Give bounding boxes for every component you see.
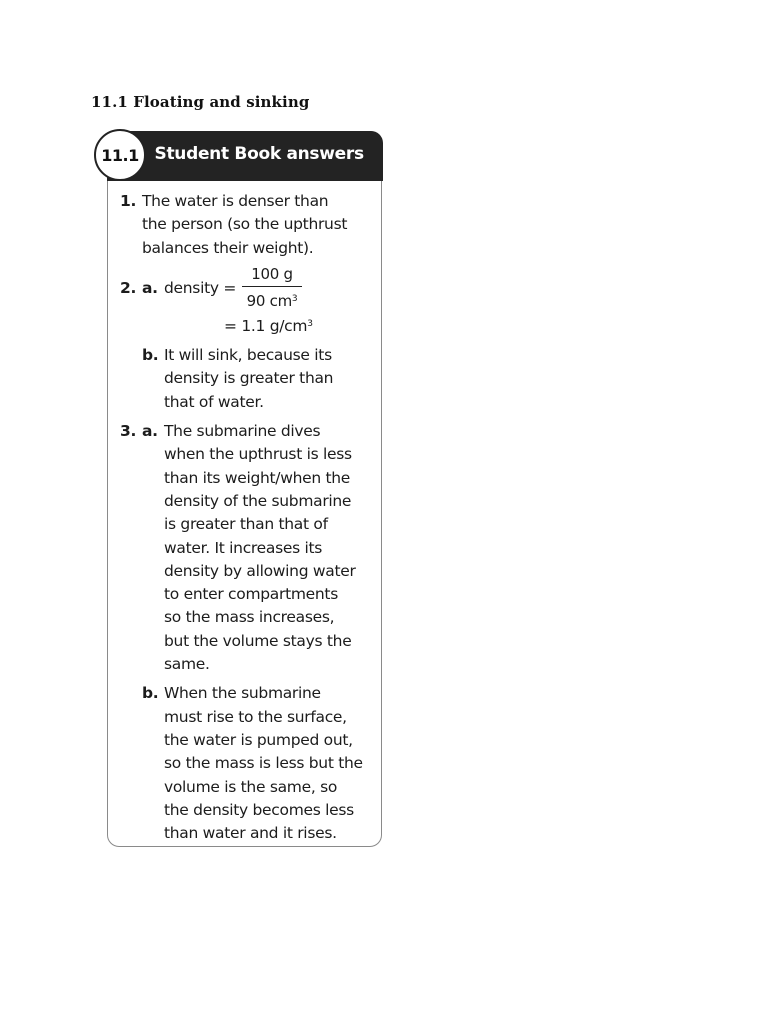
answer-3b-line: the density becomes less [164,800,354,819]
answer-3a-line: than its weight/when the [164,468,351,487]
answer-3a-line: The submarine dives [164,422,321,441]
answers-body [120,190,375,845]
answer-2a [120,263,375,313]
answer-3b-line: must rise to the surface, [164,707,347,726]
answer-2b-label: b. [142,346,159,365]
section-number-badge: 11.1 [94,129,146,181]
answer-3a-line: but the volume stays the [164,631,352,650]
page-heading: 11.1 Floating and sinking [91,93,310,111]
answer-1-line: balances their weight). [142,238,314,257]
fraction-numerator: 100 g [251,264,293,283]
answer-2a-label: a. [142,278,158,297]
answer-3a-line: density by allowing water [164,561,356,580]
answer-1-line: the person (so the upthrust [142,215,348,234]
answer-3b-line: than water and it rises. [164,824,337,843]
answer-3a-line: so the mass increases, [164,608,335,627]
answer-3a [120,420,375,676]
answer-3b [120,682,375,845]
answer-1 [120,190,375,260]
fraction-denominator: 90 $cm^3$ [246,291,298,310]
student-book-answers-box [101,131,382,847]
answer-3b-line: When the submarine [164,684,321,703]
answer-2b-line: density is greater than [164,369,334,388]
answer-3a-line: to enter compartments [164,585,338,604]
answer-3a-label: a. [142,422,158,441]
answer-2b-line: that of water. [164,392,264,411]
answer-3a-line: is greater than that of [164,515,328,534]
answer-3-number: 3. [120,422,137,441]
answer-3b-line: volume is the same, so [164,777,338,796]
answer-2b [120,344,375,414]
density-result: = 1.1 $g/cm^3$ [224,316,313,335]
answer-3a-line: when the upthrust is less [164,445,352,464]
answer-3b-line: the water is pumped out, [164,730,353,749]
answer-1-line: The water is denser than [142,192,329,210]
answer-3b-line: so the mass is less but the [164,754,363,773]
answer-2-number: 2. [120,278,137,297]
answer-3a-line: density of the submarine [164,491,352,510]
fraction-bar [242,286,302,287]
density-fraction [242,263,302,312]
box-title: Student Book answers [154,143,364,164]
answer-2b-line: It will sink, because its [164,346,332,365]
density-prefix: density = [164,278,237,297]
answer-1-number: 1. [120,192,137,210]
box-header [107,131,383,181]
answer-3a-line: water. It increases its [164,538,323,557]
answer-3a-line: same. [164,655,210,674]
answer-3b-label: b. [142,684,159,703]
